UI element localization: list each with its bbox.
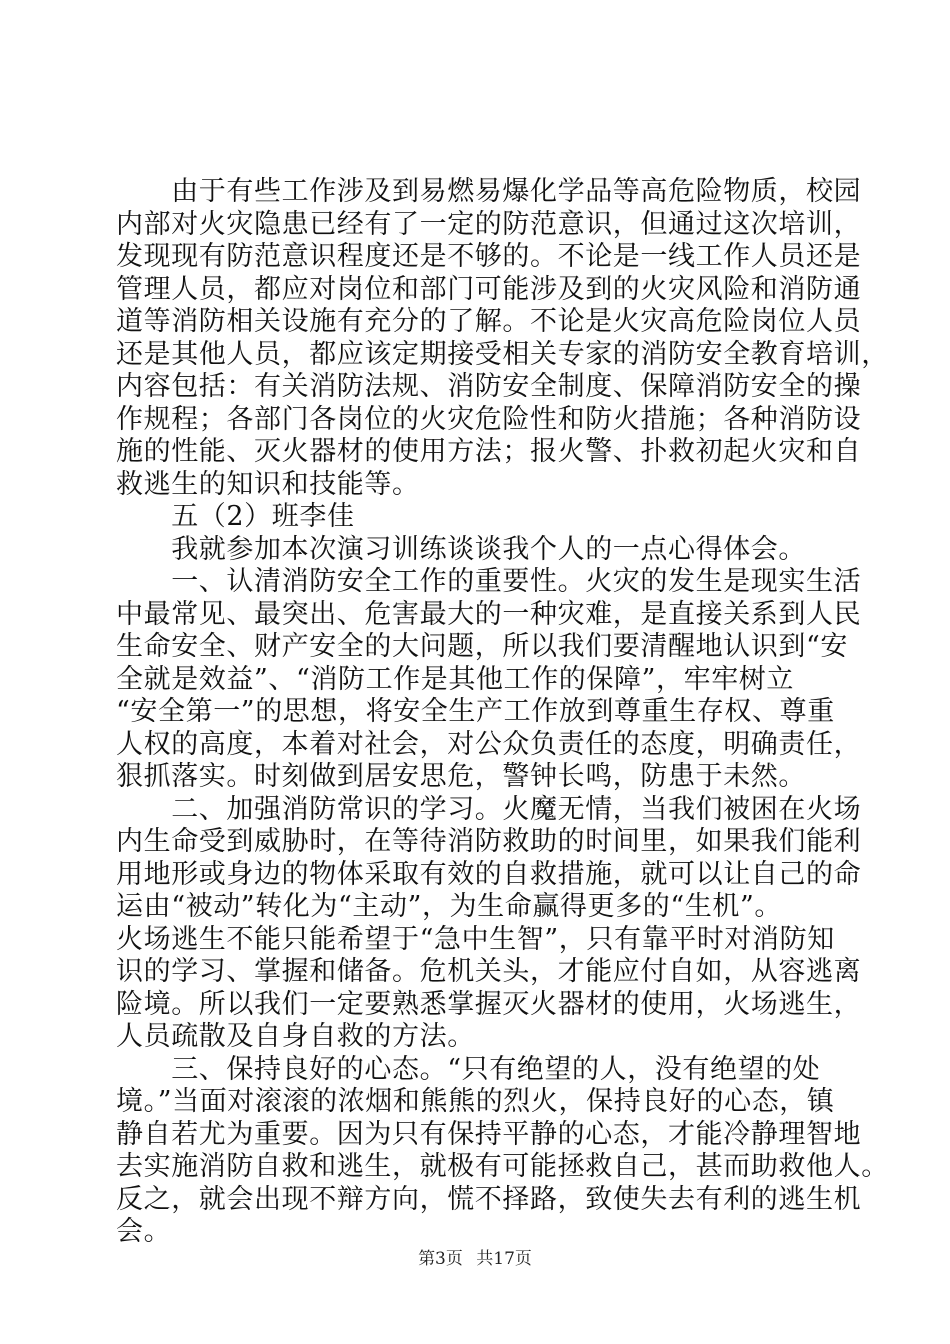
text-line: 五（2）班李佳 bbox=[116, 501, 355, 532]
text-line: 人员疏散及自身自救的方法。 bbox=[116, 1021, 475, 1052]
page-number: 第3页 bbox=[418, 1249, 463, 1269]
text-line: 一、认清消防安全工作的重要性。火灾的发生是现实生活 bbox=[116, 566, 862, 597]
text-line: 静自若尤为重要。因为只有保持平静的心态，才能冷静理智地 bbox=[116, 1118, 862, 1150]
text-line: 作规程；各部门各岗位的火灾危险性和防火措施；各种消防设 bbox=[116, 403, 862, 435]
text-line: 内部对火灾隐患已经有了一定的防范意识，但通过这次培训， bbox=[116, 208, 862, 240]
text-line: 发现现有防范意识程度还是不够的。不论是一线工作人员还是 bbox=[116, 241, 862, 272]
text-line: 中最常见、最突出、危害最大的一种灾难，是直接关系到人民 bbox=[116, 598, 862, 630]
page-footer bbox=[0, 1244, 950, 1269]
text-line: 我就参加本次演习训练谈谈我个人的一点心得体会。 bbox=[116, 533, 806, 565]
text-line: 内容包括：有关消防法规、消防安全制度、保障消防安全的操 bbox=[116, 371, 862, 402]
body-text bbox=[116, 176, 889, 1249]
text-line: 生命安全、财产安全的大问题，所以我们要清醒地认识到“安 bbox=[116, 631, 849, 662]
text-line: 二、加强消防常识的学习。火魔无情，当我们被困在火场 bbox=[116, 793, 862, 825]
text-line: 会。 bbox=[116, 1216, 172, 1247]
text-line: 全就是效益”、“消防工作是其他工作的保障”，牢牢树立 bbox=[116, 663, 795, 695]
text-line: 反之，就会出现不辩方向，慌不择路，致使失去有利的逃生机 bbox=[116, 1183, 862, 1215]
text-line: “安全第一”的思想，将安全生产工作放到尊重生存权、尊重 bbox=[116, 696, 835, 727]
text-line: 救逃生的知识和技能等。 bbox=[116, 468, 420, 500]
text-line: 用地形或身边的物体采取有效的自救措施，就可以让自己的命 bbox=[116, 858, 862, 890]
text-line: 境。”当面对滚滚的浓烟和熊熊的烈火，保持良好的心态，镇 bbox=[116, 1086, 835, 1117]
text-line: 火场逃生不能只能希望于“急中生智”，只有靠平时对消防知 bbox=[116, 923, 835, 955]
text-line: 险境。所以我们一定要熟悉掌握灭火器材的使用，火场逃生， bbox=[116, 988, 862, 1020]
text-line: 施的性能、灭火器材的使用方法；报火警、扑救初起火灾和自 bbox=[116, 436, 862, 467]
text-line: 内生命受到威胁时，在等待消防救助的时间里，如果我们能利 bbox=[116, 826, 862, 857]
text-line: 由于有些工作涉及到易燃易爆化学品等高危险物质，校园 bbox=[116, 176, 862, 207]
page-total: 共17页 bbox=[476, 1249, 532, 1269]
text-line: 还是其他人员，都应该定期接受相关专家的消防安全教育培训， bbox=[116, 338, 889, 370]
text-line: 去实施消防自救和逃生，就极有可能拯救自己，甚而助救他人。 bbox=[116, 1151, 889, 1182]
text-line: 运由“被动”转化为“主动”，为生命赢得更多的“生机”。 bbox=[116, 891, 783, 922]
text-line: 管理人员，都应对岗位和部门可能涉及到的火灾风险和消防通 bbox=[116, 273, 862, 305]
text-line: 三、保持良好的心态。“只有绝望的人，没有绝望的处 bbox=[116, 1053, 821, 1085]
text-line: 道等消防相关设施有充分的了解。不论是火灾高危险岗位人员 bbox=[116, 306, 862, 337]
text-line: 人权的高度，本着对社会，对公众负责任的态度，明确责任， bbox=[116, 728, 862, 760]
text-line: 识的学习、掌握和储备。危机关头，才能应付自如，从容逃离 bbox=[116, 956, 862, 987]
text-line: 狠抓落实。时刻做到居安思危，警钟长鸣，防患于未然。 bbox=[116, 761, 806, 792]
